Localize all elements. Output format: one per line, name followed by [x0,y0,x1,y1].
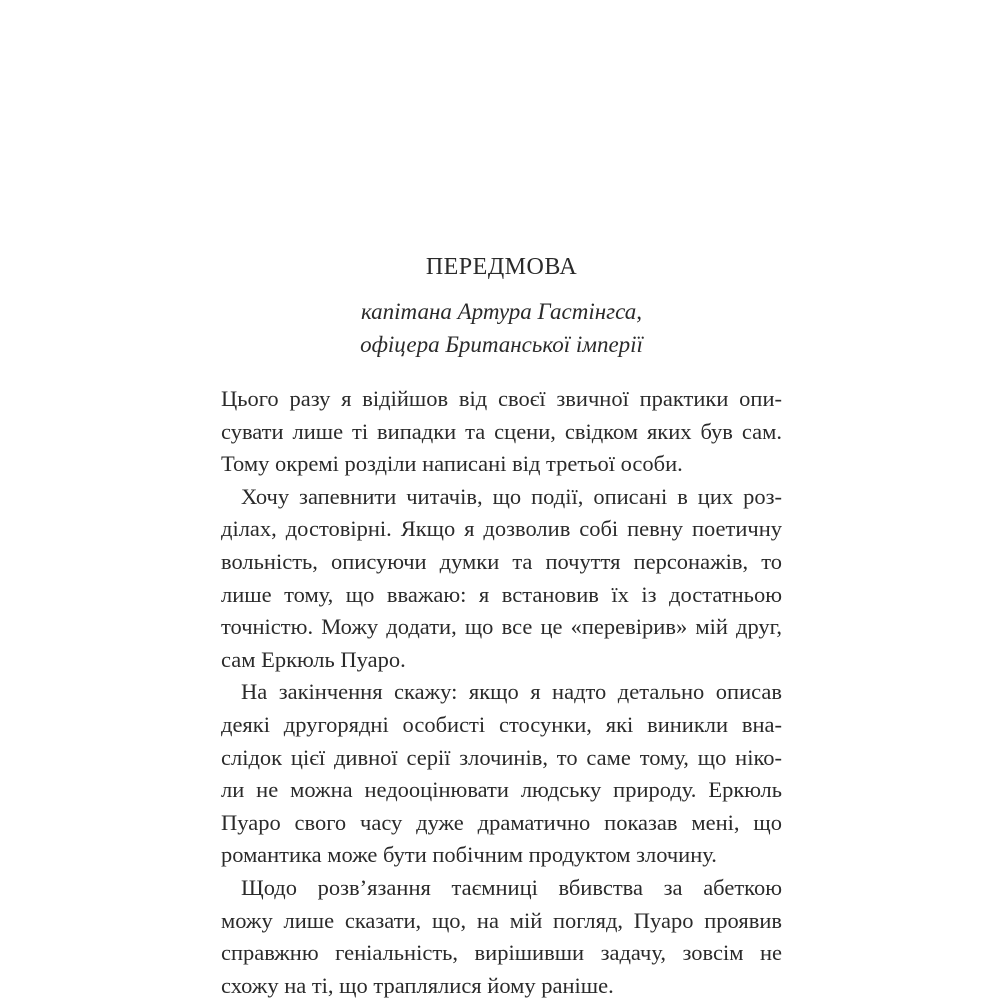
text-line: сам Еркюль Пуаро. [221,646,406,672]
text-line: Цього разу я відійшов від своєї звичної практики опи- [221,386,782,411]
text-line: Щодо розв’язання таємниці вбивства за абеткою [241,874,782,900]
body-text [221,383,782,1002]
chapter-heading: ПЕРЕДМОВА [425,254,578,280]
text-line: схожу на ті, що траплялися йому раніше. [221,972,614,998]
text-line: вольність, описуючи думки та почуття персонажів, то [221,548,782,574]
text-line: Тому окремі розділи написані від третьої особи. [221,451,683,477]
text-line: Пуаро свого часу дуже драматично показав мені, що [221,809,782,835]
text-line: лише тому, що вважаю: я встановив їх із достатньою [221,581,782,607]
text-line: справжню геніальність, вирішивши задачу, зовсім не [221,940,782,966]
text-line: На закінчення скажу: якщо я надто детально описав [241,679,782,705]
text-line: слідок цієї дивної серії злочинів, то саме тому, що ніко- [221,744,782,770]
text-line: сувати лише ті випадки та сцени, свідком яких був сам. [221,418,782,444]
text-line: можу лише сказати, що, на мій погляд, Пуаро проявив [221,907,782,933]
subtitle-line: капітана Артура Гастінгса, [360,299,643,324]
text-line: деякі другорядні особисті стосунки, які виникли вна- [221,711,782,737]
text-line: точністю. Можу додати, що все це «перевірив» мій друг, [221,614,782,640]
book-page [221,0,782,1000]
text-line: ли не можна недооцінювати людську природу. Еркюль [221,777,782,803]
text-line: Хочу запевнити читачів, що події, описані в цих роз- [241,483,782,509]
text-line: ділах, достовірні. Якщо я дозволив собі певну поетичну [221,516,782,542]
subtitle-line: офіцера Британської імперії [360,332,643,357]
subtitle [221,295,782,361]
text-line: романтика може бути побічним продуктом злочину. [221,842,717,868]
